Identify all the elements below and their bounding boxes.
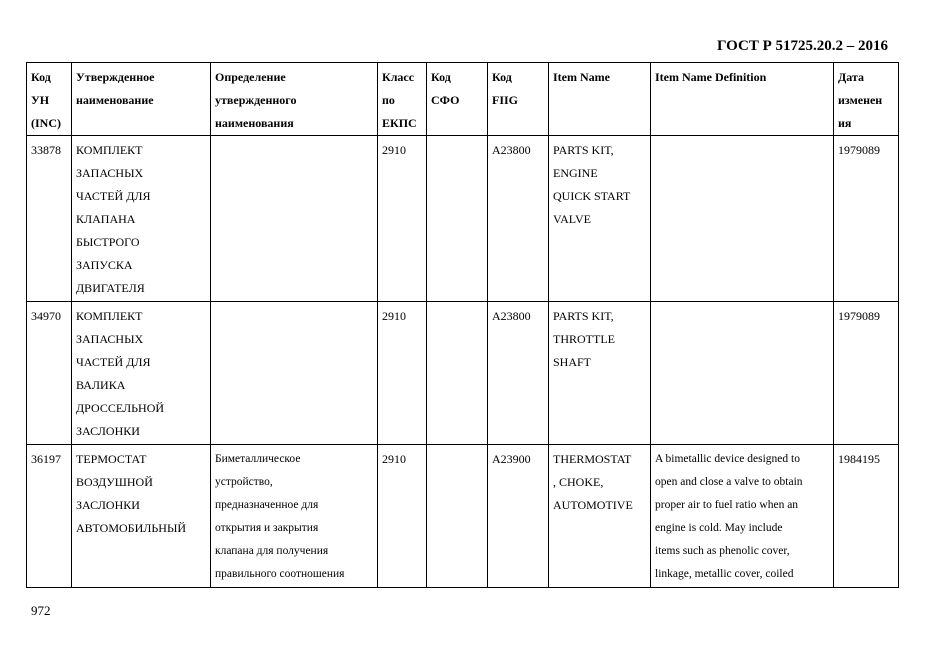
column-header-item-name: Item Name xyxy=(549,63,651,136)
cell-date: 1979089 xyxy=(834,302,899,445)
cell-item-name: THERMOSTAT , CHOKE, AUTOMOTIVE xyxy=(549,445,651,588)
column-header-inc: Код УН (INC) xyxy=(27,63,72,136)
cell-name-ru: КОМПЛЕКТ ЗАПАСНЫХ ЧАСТЕЙ ДЛЯ КЛАПАНА БЫСТРОГО ЗАПУСКА ДВИГАТЕЛЯ xyxy=(72,136,211,302)
column-header-fiig: Код FIIG xyxy=(488,63,549,136)
cell-definition-ru: Биметаллическое устройство, предназначенное для открытия и закрытия клапана для получения правильного соотношения xyxy=(211,445,378,588)
cell-item-name: PARTS KIT, ENGINE QUICK START VALVE xyxy=(549,136,651,302)
table-row xyxy=(27,445,899,588)
cell-sfo xyxy=(427,445,488,588)
page-number: 972 xyxy=(31,603,51,618)
column-header-class: Класс по ЕКПС xyxy=(378,63,427,136)
cell-fiig: A23800 xyxy=(488,302,549,445)
document-standard-header: ГОСТ Р 51725.20.2 – 2016 xyxy=(716,38,888,54)
cell-fiig: A23900 xyxy=(488,445,549,588)
column-header-definition-ru: Определение утвержденного наименования xyxy=(211,63,378,136)
cell-sfo xyxy=(427,302,488,445)
cell-item-definition xyxy=(651,302,834,445)
cell-sfo xyxy=(427,136,488,302)
cell-item-name: PARTS KIT, THROTTLE SHAFT xyxy=(549,302,651,445)
cell-date: 1979089 xyxy=(834,136,899,302)
cell-item-definition xyxy=(651,136,834,302)
cell-inc: 36197 xyxy=(27,445,72,588)
column-header-sfo: Код СФО xyxy=(427,63,488,136)
cell-inc: 34970 xyxy=(27,302,72,445)
catalog-table xyxy=(26,62,899,588)
table-row xyxy=(27,136,899,302)
cell-definition-ru xyxy=(211,302,378,445)
table-header-row xyxy=(27,63,899,136)
column-header-date: Дата изменен ия xyxy=(834,63,899,136)
cell-class: 2910 xyxy=(378,136,427,302)
column-header-name-ru: Утвержденное наименование xyxy=(72,63,211,136)
cell-fiig: A23800 xyxy=(488,136,549,302)
table-row xyxy=(27,302,899,445)
cell-definition-ru xyxy=(211,136,378,302)
cell-name-ru: ТЕРМОСТАТ ВОЗДУШНОЙ ЗАСЛОНКИ АВТОМОБИЛЬНЫЙ xyxy=(72,445,211,588)
column-header-item-definition: Item Name Definition xyxy=(651,63,834,136)
cell-name-ru: КОМПЛЕКТ ЗАПАСНЫХ ЧАСТЕЙ ДЛЯ ВАЛИКА ДРОССЕЛЬНОЙ ЗАСЛОНКИ xyxy=(72,302,211,445)
cell-date: 1984195 xyxy=(834,445,899,588)
cell-inc: 33878 xyxy=(27,136,72,302)
cell-class: 2910 xyxy=(378,445,427,588)
cell-class: 2910 xyxy=(378,302,427,445)
cell-item-definition: A bimetallic device designed to open and close a valve to obtain proper air to fuel ratio when an engine is cold. May include items such as phenolic cover, linkage, metallic cover, coiled xyxy=(651,445,834,588)
